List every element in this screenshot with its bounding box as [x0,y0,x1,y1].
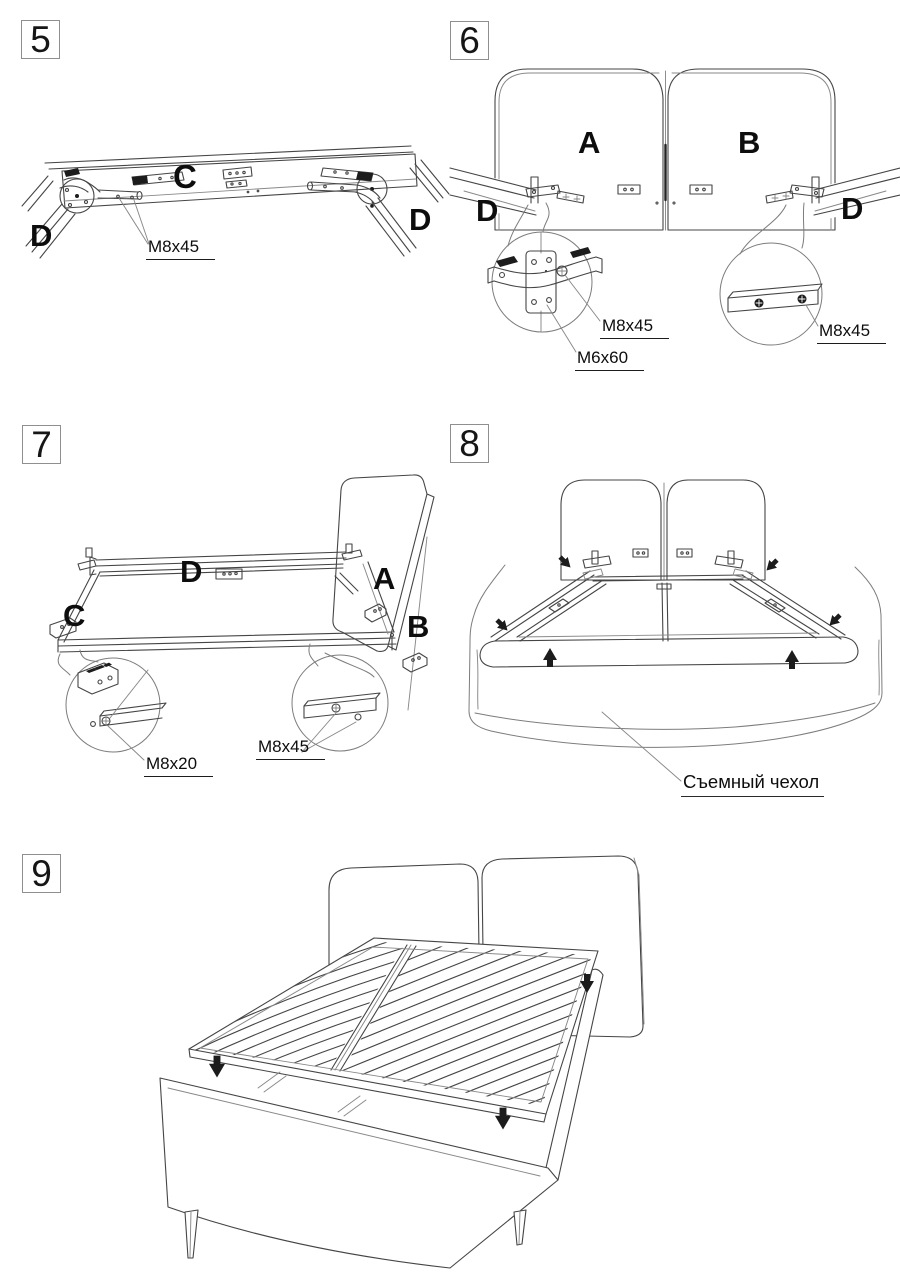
label-screw-m8x45-left: M8x45 [600,316,669,339]
label-screw-m8x45-right: M8x45 [817,321,886,344]
down-arrow-icon [495,1108,511,1130]
step9-illustration [140,850,790,1275]
step-6-number: 6 [459,20,480,61]
label-part-d: D [180,554,203,589]
label-part-a: A [373,561,396,596]
label-part-c: C [173,158,197,195]
step-7-panel [20,470,450,800]
label-part-b: B [407,609,430,644]
label-part-d-left: D [30,218,53,253]
up-arrow-icon [785,650,799,669]
label-screw-m8x45: M8x45 [256,737,325,760]
label-part-a: A [578,125,601,160]
label-part-d-right: D [409,202,432,237]
step-7-number-box [22,425,61,464]
step-8-panel [455,465,900,800]
label-removable-cover: Съемный чехол [681,771,824,797]
step-8-number: 8 [459,423,480,464]
step-5-number-box [21,20,60,59]
label-part-b: B [738,125,761,160]
label-screw-m8x20: M8x20 [144,754,213,777]
label-screw-m8x45: M8x45 [146,237,215,260]
diagonal-arrow-icon [556,553,574,571]
label-bolt-m6x60: M6x60 [575,348,644,371]
step8-illustration [455,465,900,800]
step-8-number-box [450,424,489,463]
label-part-d-left: D [476,193,499,228]
diagonal-arrow-icon [826,611,844,629]
step7-illustration [20,470,450,800]
step-9-panel [140,850,790,1275]
step-7-number: 7 [31,424,52,465]
step5-illustration [20,140,450,315]
step6-illustration [450,55,900,395]
step-9-number-box [22,854,61,893]
label-part-d-right: D [841,191,864,226]
step-9-number: 9 [31,853,52,894]
up-arrow-icon [543,648,557,667]
step-5-panel [20,140,450,315]
detail-circle-left [492,232,592,332]
step-5-number: 5 [30,19,51,60]
label-part-c: C [63,598,86,633]
step-6-panel [450,55,900,395]
down-arrow-icon [209,1056,225,1078]
